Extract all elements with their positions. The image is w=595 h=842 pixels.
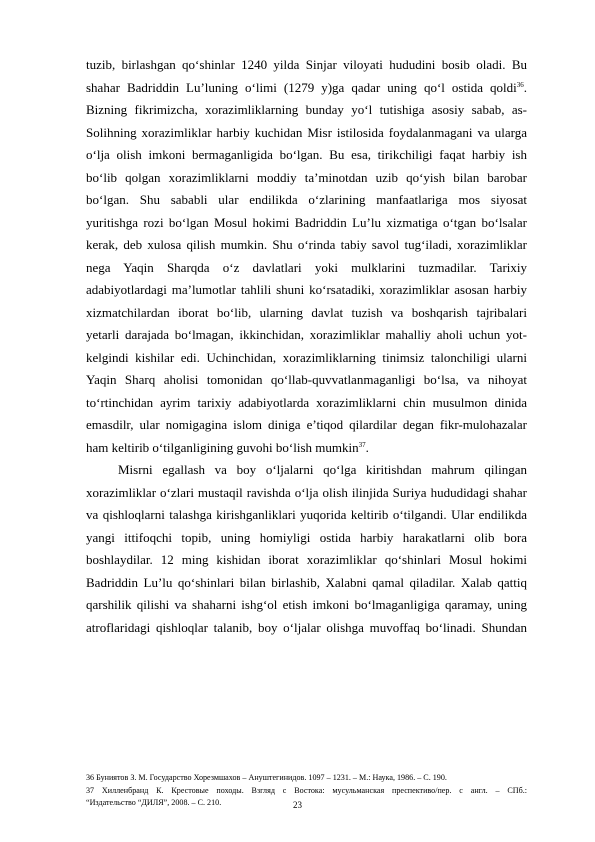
text-line: Yaqin Sharq aholisi tomonidan qo‘llab-quvvatlanmaganligi bo‘lsa, va nihoyat	[86, 372, 527, 387]
text-line: adabiyotlardagi ma’lumotlar tahlili shuni ko‘rsatadiki, xorazimliklar asosan harbiy	[86, 282, 527, 297]
text-line: Badriddin Lu’lu qo‘shinlari bilan birlashib, Xalabni qamal qiladilar. Xalab qattiq	[86, 574, 527, 590]
text-line: Solihning xorazimliklar harbiy kuchidan Misr istilosida foydalanmagani va ularga	[86, 124, 527, 140]
footnote-ref-36: 36	[516, 80, 524, 89]
text-line: o‘lja olish imkoni bermaganligida bo‘lgan. Bu esa, tirikchiligi faqat harbiy ish	[86, 147, 527, 162]
text-line: boshlaydilar. 12 ming kishidan iborat xorazimliklar qo‘shinlari Mosul hokimi	[86, 552, 527, 567]
text-line: emasdilr, ular nomigagina islom diniga e’tiqod qilardilar degan fikr-mulohazalar	[86, 417, 527, 432]
text-line: kerak, deb xulosa qilish mumkin. Shu o‘rinda tabiy savol tug‘iladi, xorazimliklar	[86, 237, 527, 252]
text-line: bo‘lgan. Shu sababli ular endilikda o‘zlarining manfaatlariga mos siyosat	[86, 192, 527, 207]
text-line: Bizning fikrimizcha, xorazimliklarning bunday yo‘l tutishiga asosiy sabab, as-	[86, 102, 527, 117]
footnote-ref-37: 37	[358, 440, 366, 449]
footnote-36: 36 Буниятов З. М. Государство Хорезмшахов – Ануштегинидов. 1097 – 1231. – М.: Наука, 1986. – С. 190.	[86, 773, 447, 782]
text-line: qarshilik qilishi va shaharni ishg‘ol etish imkoni bo‘lmaganligiga qaramay, uning	[86, 597, 527, 612]
text-line: atroflaridagi qishloqlar talanib, boy o‘ljalar olishga muvoffaq bo‘linadi. Shundan	[86, 619, 527, 635]
text-line: yuritishga rozi bo‘lgan Mosul hokimi Badriddin Lu’lu xizmatiga o‘tgan bo‘lsalar	[86, 214, 527, 230]
text-line: to‘rtinchidan ayrim tarixiy adabiyotlarda xorazimliklarni chin musulmon dinida	[86, 394, 527, 410]
text-line: shahar Badriddin Lu’luning o‘limi (1279 y)ga qadar uning qo‘l ostida qoldi$^{36}$.	[86, 79, 527, 95]
text-line: va qishloqlarni talashga kirishganliklari yuqorida keltirib o‘tilgandi. Ular endilikda	[86, 507, 527, 522]
text-line: Misrni egallash va boy o‘ljalarni qo‘lga kiritishdan mahrum qilingan	[118, 462, 527, 477]
text-line: yangi ittifoqchi topib, uning homiyligi ostida harbiy harakatlarni olib bora	[86, 529, 527, 545]
text-line: tuzib, birlashgan qo‘shinlar 1240 yilda Sinjar viloyati hududini bosib oladi. Bu	[86, 57, 527, 72]
text-line: yetarli darajada bo‘lmagan, ikkinchidan, xorazimliklar mahalliy aholi uchun yot-	[86, 327, 527, 342]
text-line: xizmatchilardan iborat bo‘lib, ularning davlat tuzish va boshqarish tajribalari	[86, 304, 527, 320]
page-number: 23	[293, 800, 302, 810]
footnote-37-continuation: “Издательство “ДИЛЯ”, 2008. – С. 210.	[86, 798, 222, 808]
footnote-37: 37 Хилленбранд К. Крестовые походы. Взгляд с Востока: мусульманская преспективо/пер. с англ. – СПб.:	[86, 785, 527, 795]
text-line: kelgindi kishilar edi. Uchinchidan, xorazimliklarning tinimsiz talonchiligi ularni	[86, 349, 527, 365]
text-line: bo‘lib qolgan xorazimliklarni moddiy ta’minotdan uzib qo‘yish bilan barobar	[86, 169, 527, 185]
text-line: ham keltirib o‘tilganligining guvohi bo‘lish mumkin$^{37}$.	[86, 439, 369, 455]
body-text	[86, 54, 527, 639]
text-line: xorazimliklar o‘zlari mustaqil ravishda o‘lja olish ilinjida Suriya hududidagi shahar	[86, 484, 527, 500]
text-line: nega Yaqin Sharqda o‘z davlatlari yoki mulklarini tuzmadilar. Tarixiy	[86, 259, 527, 275]
